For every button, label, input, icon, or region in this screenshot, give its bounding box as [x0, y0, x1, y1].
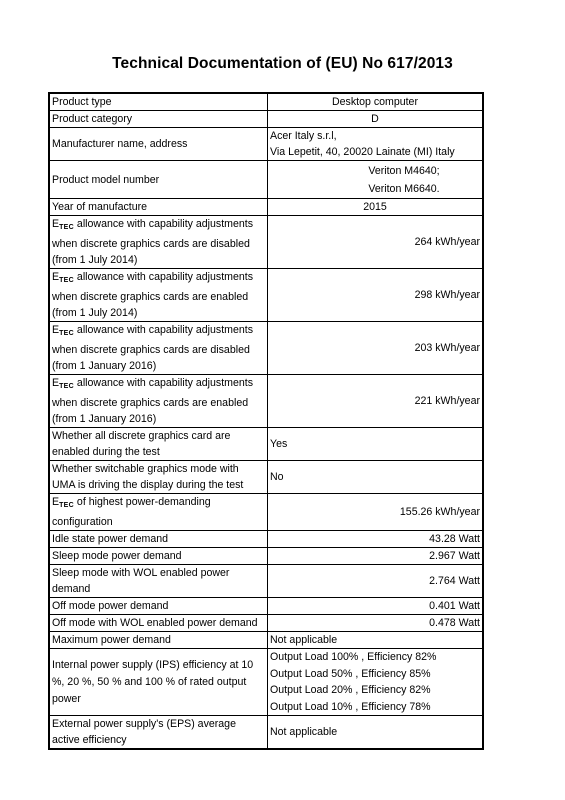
table-row: [49, 632, 483, 649]
row-value: 203 kWh/year: [268, 322, 484, 375]
row-label: Internal power supply (IPS) efficiency at 10 %, 20 %, 50 % and 100 % of rated output power: [49, 649, 268, 716]
row-label-text: allowance with capability adjustments when discrete graphics cards are disabled (from 1 July 2014): [52, 218, 253, 266]
row-label: Product model number: [49, 161, 268, 199]
value-line: Output Load 50% , Efficiency 85%: [270, 667, 431, 680]
table-row: [49, 428, 483, 461]
table-row: [49, 161, 483, 199]
row-value: Yes: [268, 428, 484, 461]
etec-symbol: E: [52, 218, 60, 230]
row-label: Whether all discrete graphics card are enabled during the test: [49, 428, 268, 461]
table-row: [49, 548, 483, 565]
table-row: [49, 199, 483, 216]
table-row: [49, 565, 483, 598]
row-label: Whether switchable graphics mode with UMA is driving the display during the test: [49, 461, 268, 494]
row-value: 2015: [268, 199, 484, 216]
table-row: [49, 598, 483, 615]
row-value: 298 kWh/year: [268, 269, 484, 322]
row-label: [49, 494, 268, 531]
row-value: 264 kWh/year: [268, 216, 484, 269]
row-value: 0.478 Watt: [268, 615, 484, 632]
etec-symbol: E: [52, 377, 60, 389]
table-row: [49, 216, 483, 269]
row-label: [49, 375, 268, 428]
row-value: 2.764 Watt: [268, 565, 484, 598]
row-label-text: allowance with capability adjustments when discrete graphics cards are disabled (from 1 January 2016): [52, 324, 253, 372]
etec-subscript: TEC: [59, 383, 74, 390]
table-row: [49, 111, 483, 128]
value-line: Output Load 20% , Efficiency 82%: [270, 684, 431, 696]
etec-symbol: E: [52, 496, 60, 508]
value-line: Output Load 10% , Efficiency 78%: [270, 700, 431, 713]
row-value: No: [268, 461, 484, 494]
row-label: Off mode with WOL enabled power demand: [49, 615, 268, 632]
row-label-text: of highest power-demanding configuration: [52, 496, 211, 528]
etec-symbol: E: [52, 271, 60, 283]
row-value: Not applicable: [268, 716, 484, 750]
row-value: D: [268, 111, 484, 128]
row-label: Maximum power demand: [49, 632, 268, 649]
row-value: 155.26 kWh/year: [268, 494, 484, 531]
value-line: Via Lepetit, 40, 20020 Lainate (MI) Italy: [270, 146, 455, 158]
row-value: 0.401 Watt: [268, 598, 484, 615]
row-label: Manufacturer name, address: [49, 128, 268, 161]
table-row: [49, 375, 483, 428]
table-row: [49, 322, 483, 375]
table-row: [49, 269, 483, 322]
table-row: [49, 649, 483, 716]
row-label: Sleep mode with WOL enabled power demand: [49, 565, 268, 598]
row-value: [268, 161, 484, 199]
value-line: Output Load 100% , Efficiency 82%: [270, 651, 437, 663]
table-row: [49, 716, 483, 750]
table-row: [49, 615, 483, 632]
row-value: Desktop computer: [268, 93, 484, 111]
value-line: Veriton M4640;: [368, 164, 440, 177]
row-label: Sleep mode power demand: [49, 548, 268, 565]
row-value: [268, 128, 484, 161]
row-label: [49, 269, 268, 322]
row-label: [49, 322, 268, 375]
row-value: 221 kWh/year: [268, 375, 484, 428]
row-label: Product type: [49, 93, 268, 111]
row-label-text: allowance with capability adjustments when discrete graphics cards are enabled (from 1 July 2014): [52, 271, 253, 319]
table-row: [49, 494, 483, 531]
value-line: Acer Italy s.r.l,: [270, 130, 337, 142]
row-label: Off mode power demand: [49, 598, 268, 615]
etec-symbol: E: [52, 324, 60, 336]
row-label: Idle state power demand: [49, 531, 268, 548]
row-value: 2.967 Watt: [268, 548, 484, 565]
row-label: Year of manufacture: [49, 199, 268, 216]
etec-subscript: TEC: [59, 330, 74, 337]
table-row: [49, 93, 483, 111]
etec-subscript: TEC: [59, 277, 74, 284]
document-title: Technical Documentation of (EU) No 617/2013: [112, 55, 453, 72]
row-label: [49, 216, 268, 269]
row-label-text: allowance with capability adjustments when discrete graphics cards are enabled (from 1 January 2016): [52, 377, 253, 425]
spec-table: [48, 92, 484, 750]
row-value: Not applicable: [268, 632, 484, 649]
etec-subscript: TEC: [59, 502, 74, 509]
row-label: External power supply's (EPS) average active efficiency: [49, 716, 268, 750]
value-line: Veriton M6640.: [368, 182, 440, 195]
table-row: [49, 531, 483, 548]
table-row: [49, 128, 483, 161]
etec-subscript: TEC: [59, 224, 74, 231]
table-row: [49, 461, 483, 494]
row-label: Product category: [49, 111, 268, 128]
row-value: 43.28 Watt: [268, 531, 484, 548]
row-value: [268, 649, 484, 716]
